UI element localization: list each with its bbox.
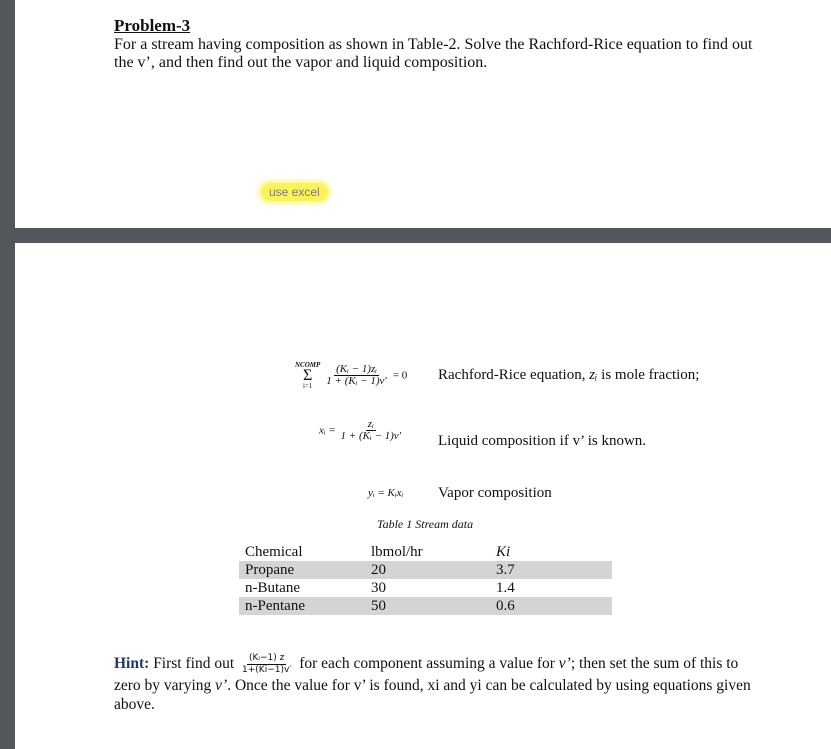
sum-lower-limit: i=1 <box>302 382 313 390</box>
hint-fraction-denominator: 1+(Ki−1)v′ <box>242 665 292 675</box>
hint-text-1: First find out <box>149 655 239 673</box>
hint-text-3: ; then set the sum of this to zero by varying <box>114 655 739 694</box>
rr-fraction <box>324 364 389 387</box>
sum-upper-limit: NCOMP <box>295 361 321 369</box>
cell-flow: 50 <box>365 597 490 615</box>
problem-statement: For a stream having composition as shown in Table-2. Solve the Rachford-Rice equation to find out the v’, and then find out the vapor and liquid composition. <box>114 36 753 71</box>
liquid-description: Liquid composition if v’ is known. <box>438 433 647 449</box>
hint-text-4: . Once the value for v’ is found, xi and yi can be calculated by using equations given above. <box>114 677 751 713</box>
cell-ki: 1.4 <box>496 580 515 596</box>
rr-denominator: 1 + (Kᵢ − 1)v′ <box>326 375 387 387</box>
rr-desc-part2: is mole fraction; <box>597 367 700 383</box>
stream-data-table <box>239 543 612 615</box>
liquid-composition-equation <box>319 419 403 442</box>
hint-label: Hint: <box>114 655 150 673</box>
hint-fraction <box>240 653 293 676</box>
liquid-denominator: 1 + (Kᵢ − 1)v′ <box>340 430 402 442</box>
header-chemical: Chemical <box>245 544 303 560</box>
problem-title: Problem-3 <box>114 16 191 35</box>
hint-text-2: for each component assuming a value for <box>295 655 559 673</box>
cell-ki: 3.7 <box>490 561 612 579</box>
table-header-row <box>239 543 612 561</box>
cell-flow: 20 <box>365 561 490 579</box>
document-page-1 <box>15 0 831 228</box>
rr-rhs: = 0 <box>392 369 408 382</box>
hint-fraction-numerator: (Kᵢ−1) z <box>248 653 285 663</box>
table-caption: Table 1 Stream data <box>377 517 474 531</box>
hint-variable-2: v’ <box>215 677 228 694</box>
header-ki: Ki <box>496 544 511 560</box>
vapor-composition-equation: yᵢ = Kᵢxᵢ <box>368 487 404 499</box>
liquid-numerator: zᵢ <box>367 418 374 430</box>
rr-desc-variable: zᵢ <box>589 367 598 383</box>
rr-description <box>438 367 699 384</box>
cell-ki: 0.6 <box>490 597 612 615</box>
hint-variable-1: v’ <box>558 655 571 673</box>
table-row <box>239 561 612 579</box>
document-page-2 <box>15 243 831 749</box>
cell-chemical: Propane <box>239 561 365 579</box>
rachford-rice-equation <box>295 361 407 390</box>
hint-paragraph <box>114 653 764 714</box>
cell-flow: 30 <box>371 580 386 596</box>
sticky-note-annotation[interactable]: use excel <box>261 183 328 201</box>
liquid-lhs: xᵢ = <box>319 424 336 437</box>
table-row <box>239 597 612 615</box>
rr-desc-part1: Rachford-Rice equation, <box>438 367 590 383</box>
sum-symbol: Σ <box>302 367 313 384</box>
vapor-description: Vapor composition <box>438 485 552 501</box>
table-row <box>239 579 612 597</box>
header-flow: lbmol/hr <box>371 544 423 560</box>
rr-numerator: (Kᵢ − 1)zᵢ <box>336 363 377 375</box>
cell-chemical: n-Butane <box>245 580 300 596</box>
cell-chemical: n-Pentane <box>239 597 365 615</box>
liquid-fraction <box>339 419 404 442</box>
